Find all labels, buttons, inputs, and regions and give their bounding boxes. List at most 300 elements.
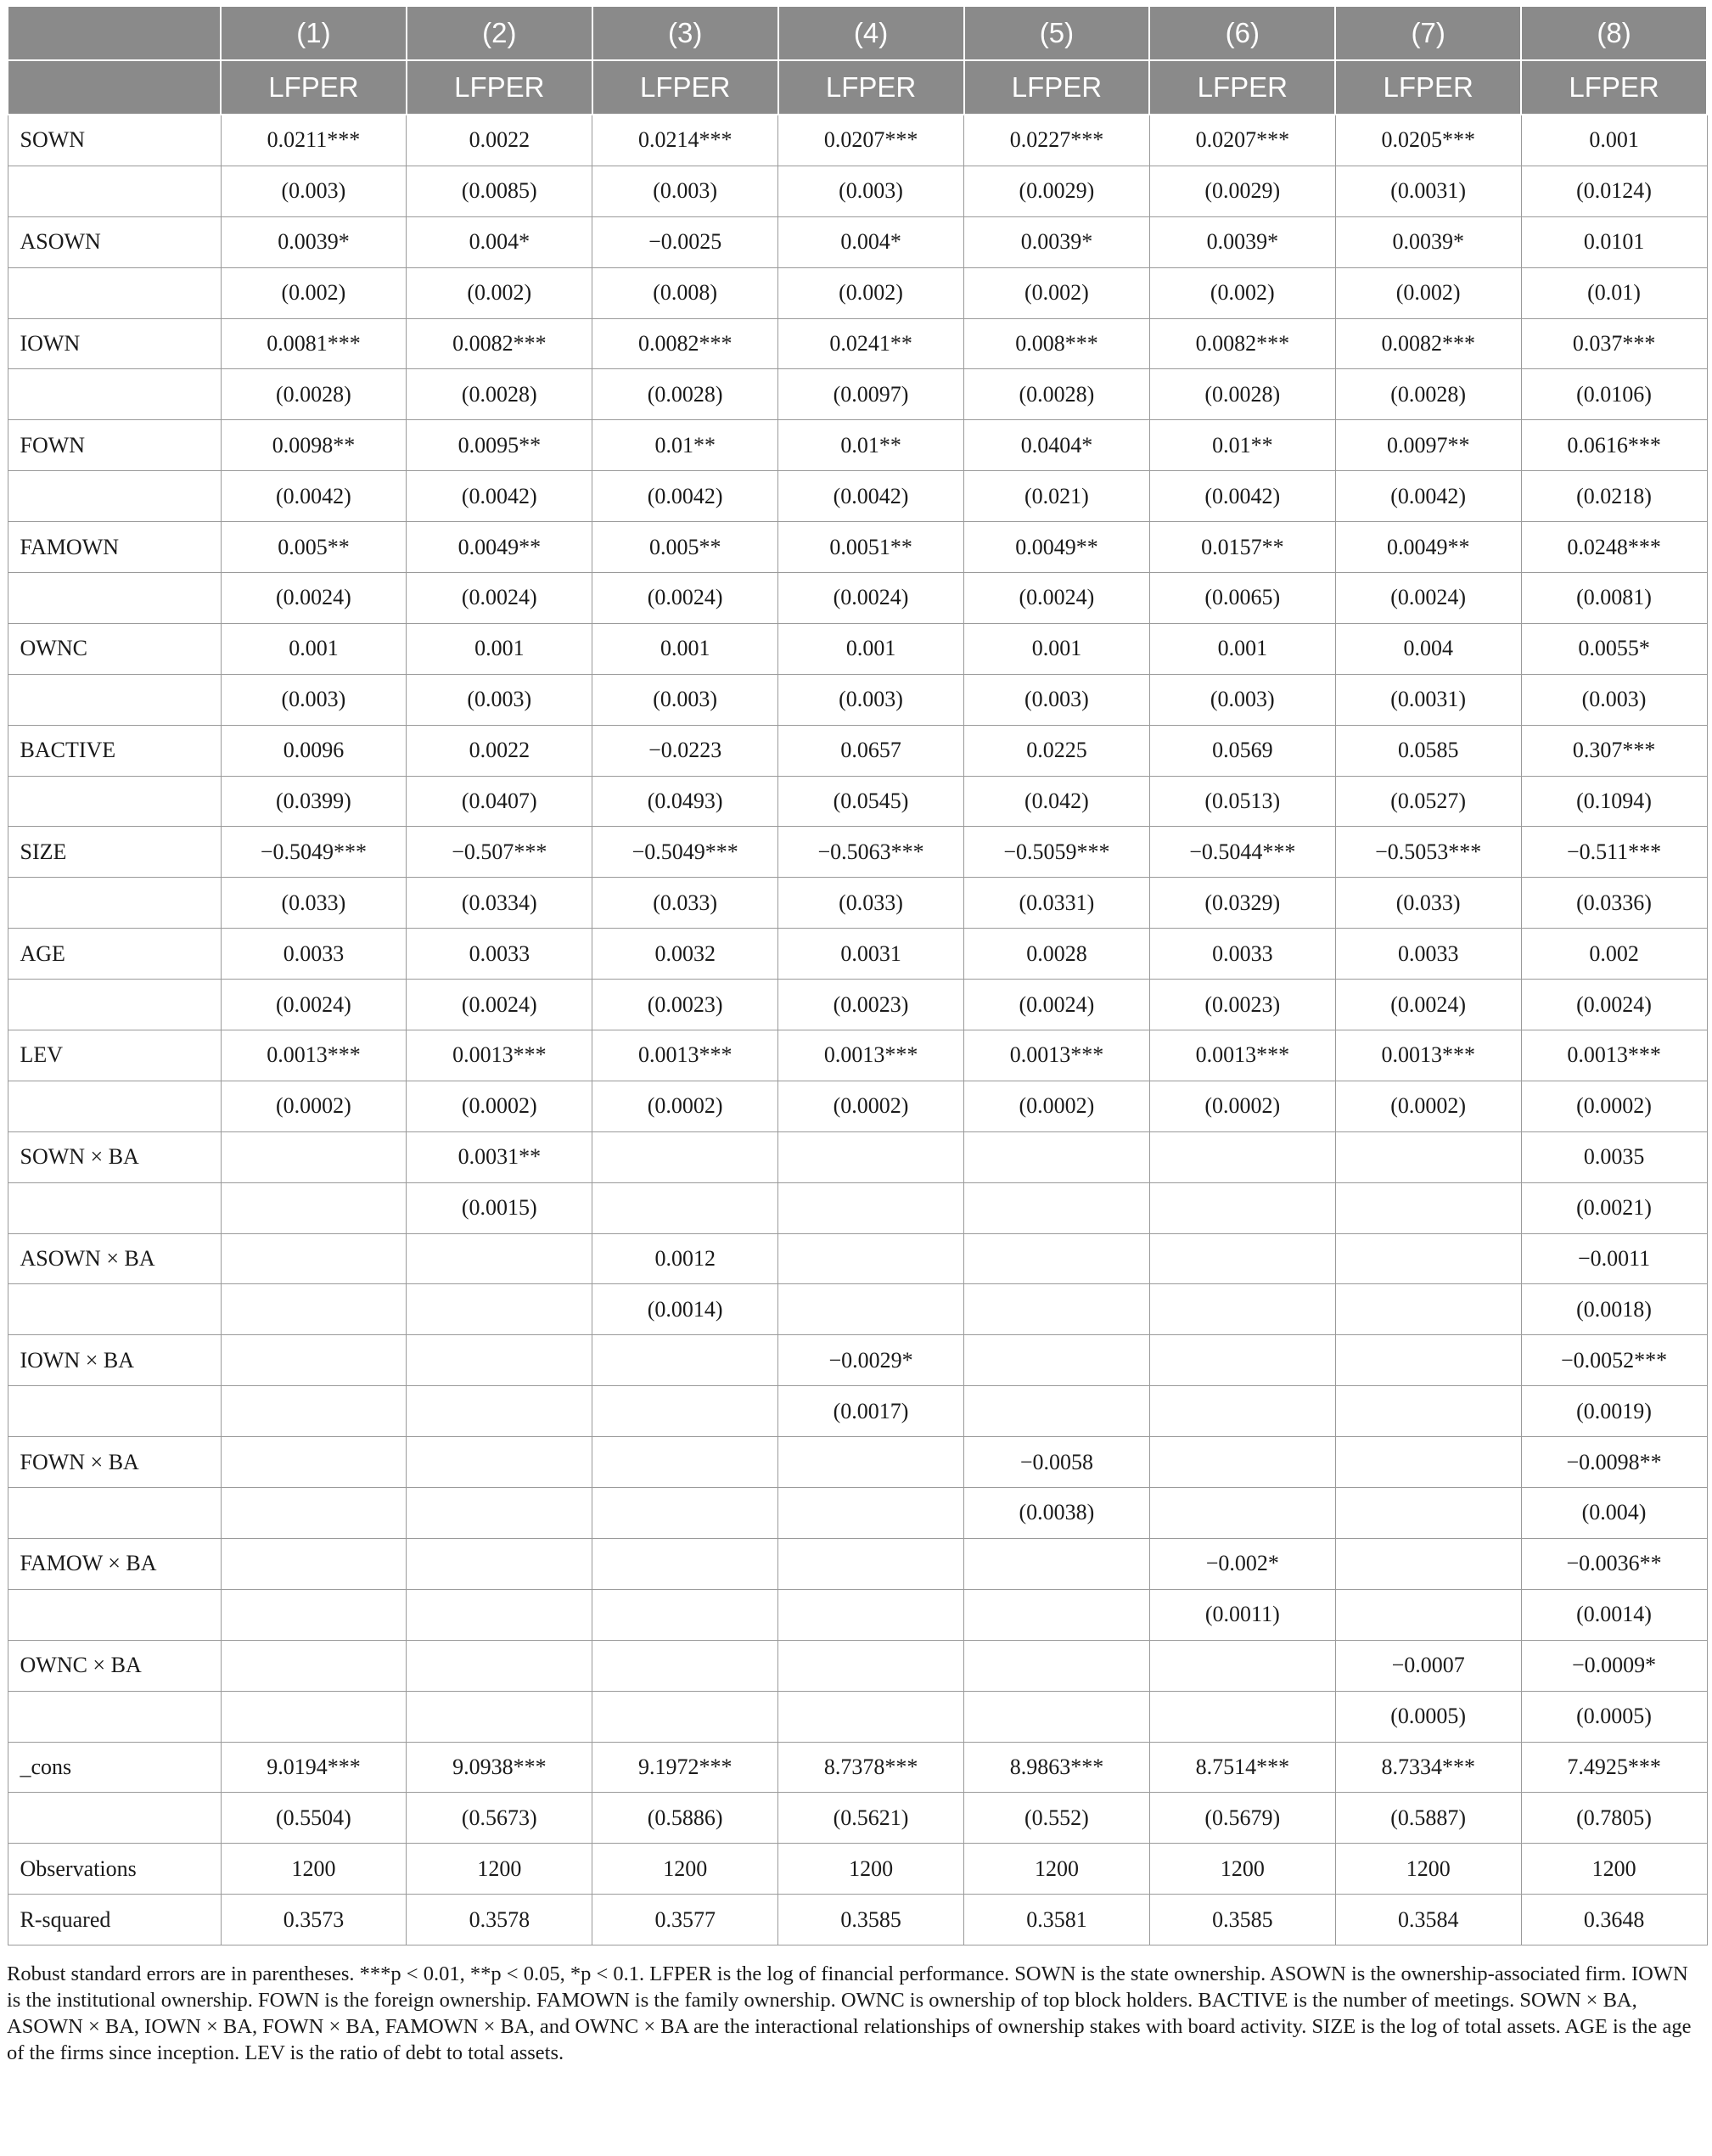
table-cell	[221, 1182, 407, 1233]
table-cell: 0.0214***	[592, 115, 778, 166]
table-cell: 0.0033	[1149, 929, 1335, 980]
table-cell: (0.5679)	[1149, 1793, 1335, 1844]
table-cell: 0.0049**	[964, 522, 1150, 573]
table-cell: (0.002)	[407, 267, 592, 318]
table-cell: (0.0005)	[1335, 1691, 1521, 1742]
table-cell: 0.3585	[778, 1895, 964, 1945]
table-cell: (0.0029)	[964, 166, 1150, 216]
table-row	[8, 267, 1707, 318]
table-cell: 1200	[1149, 1844, 1335, 1895]
table-cell: 0.0013***	[1149, 1030, 1335, 1081]
row-label	[8, 1386, 221, 1437]
table-cell: 0.005**	[221, 522, 407, 573]
table-cell: −0.0223	[592, 725, 778, 776]
row-label: OWNC	[8, 623, 221, 674]
table-cell: 1200	[221, 1844, 407, 1895]
table-cell: (0.0028)	[407, 369, 592, 420]
row-label: SOWN	[8, 115, 221, 166]
table-cell: (0.0014)	[592, 1284, 778, 1335]
table-cell: 0.0032	[592, 929, 778, 980]
table-cell: 0.001	[964, 623, 1150, 674]
table-cell	[592, 1538, 778, 1589]
table-row	[8, 929, 1707, 980]
table-row	[8, 1437, 1707, 1488]
table-cell: (0.0038)	[964, 1488, 1150, 1539]
table-cell: (0.003)	[1521, 674, 1707, 725]
row-label	[8, 573, 221, 624]
table-cell: −0.0007	[1335, 1640, 1521, 1691]
table-cell: 0.0013***	[592, 1030, 778, 1081]
table-cell: 0.0082***	[592, 318, 778, 369]
table-cell: (0.0024)	[1521, 980, 1707, 1030]
table-cell: (0.0023)	[1149, 980, 1335, 1030]
table-cell: (0.7805)	[1521, 1793, 1707, 1844]
row-label	[8, 166, 221, 216]
row-label	[8, 1691, 221, 1742]
table-row	[8, 1081, 1707, 1131]
column-number-header-5: (5)	[964, 6, 1150, 60]
table-cell	[592, 1488, 778, 1539]
row-label	[8, 1589, 221, 1640]
table-cell: 0.0035	[1521, 1131, 1707, 1182]
table-cell: (0.5504)	[221, 1793, 407, 1844]
table-cell: (0.003)	[592, 166, 778, 216]
table-cell: (0.0024)	[407, 573, 592, 624]
row-label: IOWN × BA	[8, 1335, 221, 1386]
dependent-variable-header-4: LFPER	[778, 60, 964, 115]
table-cell	[1149, 1386, 1335, 1437]
table-cell: (0.0329)	[1149, 878, 1335, 929]
table-row	[8, 725, 1707, 776]
table-cell: 0.001	[1149, 623, 1335, 674]
column-number-header-8: (8)	[1521, 6, 1707, 60]
table-cell: (0.0028)	[1335, 369, 1521, 420]
table-cell	[221, 1386, 407, 1437]
table-cell	[1149, 1284, 1335, 1335]
column-number-header-2: (2)	[407, 6, 592, 60]
table-cell: 0.001	[778, 623, 964, 674]
table-cell: (0.033)	[592, 878, 778, 929]
table-cell: 0.3573	[221, 1895, 407, 1945]
table-cell: 0.3577	[592, 1895, 778, 1945]
table-cell	[964, 1182, 1150, 1233]
table-cell: 0.0033	[407, 929, 592, 980]
row-label: IOWN	[8, 318, 221, 369]
table-cell: (0.0024)	[407, 980, 592, 1030]
row-label: Observations	[8, 1844, 221, 1895]
table-cell	[778, 1691, 964, 1742]
table-cell: 0.0039*	[964, 216, 1150, 267]
table-cell: 0.004	[1335, 623, 1521, 674]
table-cell: 0.3578	[407, 1895, 592, 1945]
table-cell	[407, 1233, 592, 1284]
table-cell: (0.0028)	[221, 369, 407, 420]
table-cell: 0.0205***	[1335, 115, 1521, 166]
table-cell: 0.001	[1521, 115, 1707, 166]
row-label: BACTIVE	[8, 725, 221, 776]
table-cell: (0.002)	[1335, 267, 1521, 318]
table-cell: 0.0033	[221, 929, 407, 980]
table-cell: 0.0049**	[1335, 522, 1521, 573]
table-cell: −0.0025	[592, 216, 778, 267]
table-cell	[592, 1131, 778, 1182]
table-row	[8, 1335, 1707, 1386]
table-cell: 0.001	[592, 623, 778, 674]
table-cell: 0.01**	[592, 420, 778, 471]
table-cell: 0.3584	[1335, 1895, 1521, 1945]
dependent-variable-header-0	[8, 60, 221, 115]
table-cell	[964, 1589, 1150, 1640]
table-cell: (0.021)	[964, 471, 1150, 522]
table-cell: 0.0227***	[964, 115, 1150, 166]
table-cell	[1335, 1182, 1521, 1233]
table-cell: 0.0055*	[1521, 623, 1707, 674]
column-number-header-3: (3)	[592, 6, 778, 60]
table-cell: 0.0013***	[407, 1030, 592, 1081]
table-cell: (0.0031)	[1335, 166, 1521, 216]
table-cell: 0.3581	[964, 1895, 1150, 1945]
table-cell: 1200	[1521, 1844, 1707, 1895]
table-cell	[592, 1386, 778, 1437]
table-cell: (0.0024)	[1335, 980, 1521, 1030]
row-label	[8, 674, 221, 725]
row-label	[8, 1182, 221, 1233]
table-row	[8, 1640, 1707, 1691]
table-cell: −0.5044***	[1149, 827, 1335, 878]
table-cell: 0.0098**	[221, 420, 407, 471]
table-cell: (0.0028)	[964, 369, 1150, 420]
table-cell: −0.0052***	[1521, 1335, 1707, 1386]
table-row	[8, 1284, 1707, 1335]
table-cell: (0.002)	[221, 267, 407, 318]
row-label	[8, 267, 221, 318]
row-label: R-squared	[8, 1895, 221, 1945]
table-cell: 0.0039*	[221, 216, 407, 267]
table-cell	[1149, 1233, 1335, 1284]
table-cell: (0.002)	[1149, 267, 1335, 318]
table-cell: 0.3648	[1521, 1895, 1707, 1945]
table-row	[8, 216, 1707, 267]
table-cell: 0.0033	[1335, 929, 1521, 980]
table-cell	[592, 1437, 778, 1488]
table-cell: 0.0101	[1521, 216, 1707, 267]
table-row	[8, 1793, 1707, 1844]
column-number-header-0	[8, 6, 221, 60]
table-cell	[1335, 1131, 1521, 1182]
table-cell: 0.037***	[1521, 318, 1707, 369]
row-label	[8, 471, 221, 522]
table-cell: −0.511***	[1521, 827, 1707, 878]
table-cell: 0.001	[407, 623, 592, 674]
table-cell: (0.0407)	[407, 776, 592, 827]
table-cell: (0.033)	[778, 878, 964, 929]
table-cell: (0.0331)	[964, 878, 1150, 929]
table-cell	[778, 1488, 964, 1539]
table-row	[8, 776, 1707, 827]
table-cell	[964, 1233, 1150, 1284]
table-cell: (0.0024)	[1335, 573, 1521, 624]
table-cell: 0.0031**	[407, 1131, 592, 1182]
table-cell: (0.0018)	[1521, 1284, 1707, 1335]
table-cell	[407, 1386, 592, 1437]
table-cell	[221, 1233, 407, 1284]
table-cell	[778, 1233, 964, 1284]
table-cell: (0.003)	[778, 674, 964, 725]
table-cell	[1335, 1589, 1521, 1640]
table-cell: (0.552)	[964, 1793, 1150, 1844]
table-body	[8, 115, 1707, 1945]
table-cell: (0.0017)	[778, 1386, 964, 1437]
table-cell	[964, 1386, 1150, 1437]
column-number-header-6: (6)	[1149, 6, 1335, 60]
dependent-variable-header-2: LFPER	[407, 60, 592, 115]
table-row	[8, 166, 1707, 216]
table-cell: (0.0124)	[1521, 166, 1707, 216]
table-cell	[1335, 1386, 1521, 1437]
dependent-variable-header-8: LFPER	[1521, 60, 1707, 115]
row-label: ASOWN × BA	[8, 1233, 221, 1284]
table-cell	[964, 1691, 1150, 1742]
table-cell: (0.0031)	[1335, 674, 1521, 725]
table-row	[8, 1488, 1707, 1539]
column-number-header-7: (7)	[1335, 6, 1521, 60]
table-cell: −0.0009*	[1521, 1640, 1707, 1691]
table-cell: (0.0081)	[1521, 573, 1707, 624]
table-cell: 0.0082***	[407, 318, 592, 369]
table-cell: 0.0207***	[1149, 115, 1335, 166]
table-cell: 0.004*	[407, 216, 592, 267]
table-cell: −0.5049***	[221, 827, 407, 878]
table-cell: −0.0058	[964, 1437, 1150, 1488]
table-cell: (0.0002)	[221, 1081, 407, 1131]
table-cell: 7.4925***	[1521, 1742, 1707, 1793]
row-label: LEV	[8, 1030, 221, 1081]
table-cell: 0.0082***	[1335, 318, 1521, 369]
table-cell: 0.0022	[407, 725, 592, 776]
table-cell: 0.002	[1521, 929, 1707, 980]
table-cell: 0.0082***	[1149, 318, 1335, 369]
table-cell: 0.0012	[592, 1233, 778, 1284]
regression-table-page	[7, 5, 1706, 2066]
row-label	[8, 1081, 221, 1131]
table-cell: (0.0042)	[1335, 471, 1521, 522]
table-footnote: Robust standard errors are in parentheses. ***p < 0.01, **p < 0.05, *p < 0.1. LFPER is the log of financial performance. SOWN is the state ownership. ASOWN is the ownership-associated firm. IOWN is the institutional ownership. FOWN is the foreign ownership. FAMOWN is the family ownership. OWNC is ownership of top block holders. BACTIVE is the number of meetings. SOWN × BA, ASOWN × BA, IOWN × BA, FOWN × BA, FAMOWN × BA, and OWNC × BA are the interactional relationships of ownership stakes with board activity. SIZE is the log of total assets. AGE is the age of the firms since inception. LEV is the ratio of debt to total assets.	[7, 1962, 1692, 2065]
table-cell	[964, 1640, 1150, 1691]
table-cell: (0.003)	[221, 674, 407, 725]
table-row	[8, 1742, 1707, 1793]
table-cell: (0.0513)	[1149, 776, 1335, 827]
table-cell: (0.003)	[778, 166, 964, 216]
table-row	[8, 1691, 1707, 1742]
dependent-variable-header-1: LFPER	[221, 60, 407, 115]
table-cell: (0.0493)	[592, 776, 778, 827]
row-label	[8, 369, 221, 420]
table-cell: 0.005**	[592, 522, 778, 573]
table-cell	[1335, 1233, 1521, 1284]
table-cell: (0.0527)	[1335, 776, 1521, 827]
table-cell: −0.5049***	[592, 827, 778, 878]
table-cell	[778, 1131, 964, 1182]
table-cell: 0.3585	[1149, 1895, 1335, 1945]
table-cell	[407, 1284, 592, 1335]
table-cell: 0.001	[221, 623, 407, 674]
table-cell: (0.033)	[1335, 878, 1521, 929]
table-cell: 0.01**	[778, 420, 964, 471]
table-cell: 0.0013***	[1521, 1030, 1707, 1081]
table-cell: (0.5886)	[592, 1793, 778, 1844]
table-cell	[964, 1335, 1150, 1386]
table-cell	[221, 1691, 407, 1742]
table-row	[8, 522, 1707, 573]
regression-table	[7, 5, 1708, 1945]
table-cell: −0.0029*	[778, 1335, 964, 1386]
table-row	[8, 1844, 1707, 1895]
table-cell: 0.0096	[221, 725, 407, 776]
column-number-header-4: (4)	[778, 6, 964, 60]
table-cell: 0.0013***	[778, 1030, 964, 1081]
table-cell: 0.0013***	[1335, 1030, 1521, 1081]
table-cell	[778, 1284, 964, 1335]
table-cell: (0.033)	[221, 878, 407, 929]
table-cell	[407, 1488, 592, 1539]
table-cell: 0.0095**	[407, 420, 592, 471]
table-cell: (0.0002)	[407, 1081, 592, 1131]
table-cell: (0.0005)	[1521, 1691, 1707, 1742]
table-cell: (0.5621)	[778, 1793, 964, 1844]
table-cell: (0.0002)	[964, 1081, 1150, 1131]
table-cell	[778, 1589, 964, 1640]
row-label	[8, 1284, 221, 1335]
table-cell	[221, 1131, 407, 1182]
table-cell: −0.0036**	[1521, 1538, 1707, 1589]
table-cell: 0.0097**	[1335, 420, 1521, 471]
table-cell: 0.0248***	[1521, 522, 1707, 573]
table-cell: 0.0013***	[221, 1030, 407, 1081]
table-cell	[592, 1335, 778, 1386]
table-cell: 0.0404*	[964, 420, 1150, 471]
table-row	[8, 1030, 1707, 1081]
row-label	[8, 980, 221, 1030]
table-row	[8, 1538, 1707, 1589]
table-cell: (0.008)	[592, 267, 778, 318]
row-label: FOWN × BA	[8, 1437, 221, 1488]
table-cell: 0.0569	[1149, 725, 1335, 776]
table-cell	[221, 1284, 407, 1335]
table-cell	[592, 1691, 778, 1742]
table-cell: −0.0098**	[1521, 1437, 1707, 1488]
table-cell: (0.0019)	[1521, 1386, 1707, 1437]
table-row	[8, 623, 1707, 674]
dependent-variable-header-3: LFPER	[592, 60, 778, 115]
table-cell: (0.0106)	[1521, 369, 1707, 420]
row-label	[8, 878, 221, 929]
table-cell: (0.0042)	[407, 471, 592, 522]
table-cell: (0.0042)	[1149, 471, 1335, 522]
table-cell	[1149, 1131, 1335, 1182]
header-row-column-numbers	[8, 6, 1707, 60]
table-cell: 8.7514***	[1149, 1742, 1335, 1793]
table-cell	[1149, 1640, 1335, 1691]
table-cell: (0.0042)	[592, 471, 778, 522]
table-cell: (0.0024)	[592, 573, 778, 624]
table-row	[8, 1131, 1707, 1182]
table-cell: (0.0015)	[407, 1182, 592, 1233]
table-cell: (0.5887)	[1335, 1793, 1521, 1844]
table-cell	[1149, 1182, 1335, 1233]
table-cell: 0.008***	[964, 318, 1150, 369]
table-cell: 9.1972***	[592, 1742, 778, 1793]
table-cell: 0.0039*	[1149, 216, 1335, 267]
table-cell: (0.0218)	[1521, 471, 1707, 522]
row-label: FOWN	[8, 420, 221, 471]
table-cell	[407, 1538, 592, 1589]
table-cell: 1200	[778, 1844, 964, 1895]
table-cell: (0.0002)	[592, 1081, 778, 1131]
row-label	[8, 1793, 221, 1844]
table-cell: −0.5063***	[778, 827, 964, 878]
table-cell	[221, 1437, 407, 1488]
table-row	[8, 369, 1707, 420]
table-cell	[1335, 1488, 1521, 1539]
table-cell: (0.0097)	[778, 369, 964, 420]
table-cell: (0.004)	[1521, 1488, 1707, 1539]
dependent-variable-header-6: LFPER	[1149, 60, 1335, 115]
table-cell: (0.0023)	[592, 980, 778, 1030]
row-label: ASOWN	[8, 216, 221, 267]
table-cell: (0.003)	[407, 674, 592, 725]
table-cell: −0.002*	[1149, 1538, 1335, 1589]
table-row	[8, 1386, 1707, 1437]
table-cell	[1335, 1335, 1521, 1386]
table-cell	[1335, 1538, 1521, 1589]
table-cell	[407, 1589, 592, 1640]
table-row	[8, 827, 1707, 878]
table-cell: (0.0011)	[1149, 1589, 1335, 1640]
row-label: FAMOW × BA	[8, 1538, 221, 1589]
table-cell: (0.1094)	[1521, 776, 1707, 827]
row-label: OWNC × BA	[8, 1640, 221, 1691]
table-cell: −0.5059***	[964, 827, 1150, 878]
table-cell: 0.0616***	[1521, 420, 1707, 471]
table-cell	[778, 1640, 964, 1691]
table-cell: (0.0028)	[592, 369, 778, 420]
table-cell: (0.0399)	[221, 776, 407, 827]
table-cell: 0.0207***	[778, 115, 964, 166]
table-cell	[778, 1538, 964, 1589]
table-cell: (0.0024)	[964, 573, 1150, 624]
table-cell: (0.042)	[964, 776, 1150, 827]
table-cell: (0.003)	[221, 166, 407, 216]
table-cell: 0.0241**	[778, 318, 964, 369]
row-label: SIZE	[8, 827, 221, 878]
table-cell	[592, 1182, 778, 1233]
header-row-dependent-variables	[8, 60, 1707, 115]
row-label: SOWN × BA	[8, 1131, 221, 1182]
table-row	[8, 878, 1707, 929]
table-cell	[221, 1335, 407, 1386]
table-cell: 0.0225	[964, 725, 1150, 776]
column-number-header-1: (1)	[221, 6, 407, 60]
table-row	[8, 115, 1707, 166]
table-cell: (0.003)	[1149, 674, 1335, 725]
table-cell: (0.0042)	[778, 471, 964, 522]
table-cell: 0.0013***	[964, 1030, 1150, 1081]
table-cell: 1200	[592, 1844, 778, 1895]
table-cell: (0.002)	[964, 267, 1150, 318]
table-cell: (0.0024)	[964, 980, 1150, 1030]
row-label	[8, 1488, 221, 1539]
table-cell: 9.0938***	[407, 1742, 592, 1793]
